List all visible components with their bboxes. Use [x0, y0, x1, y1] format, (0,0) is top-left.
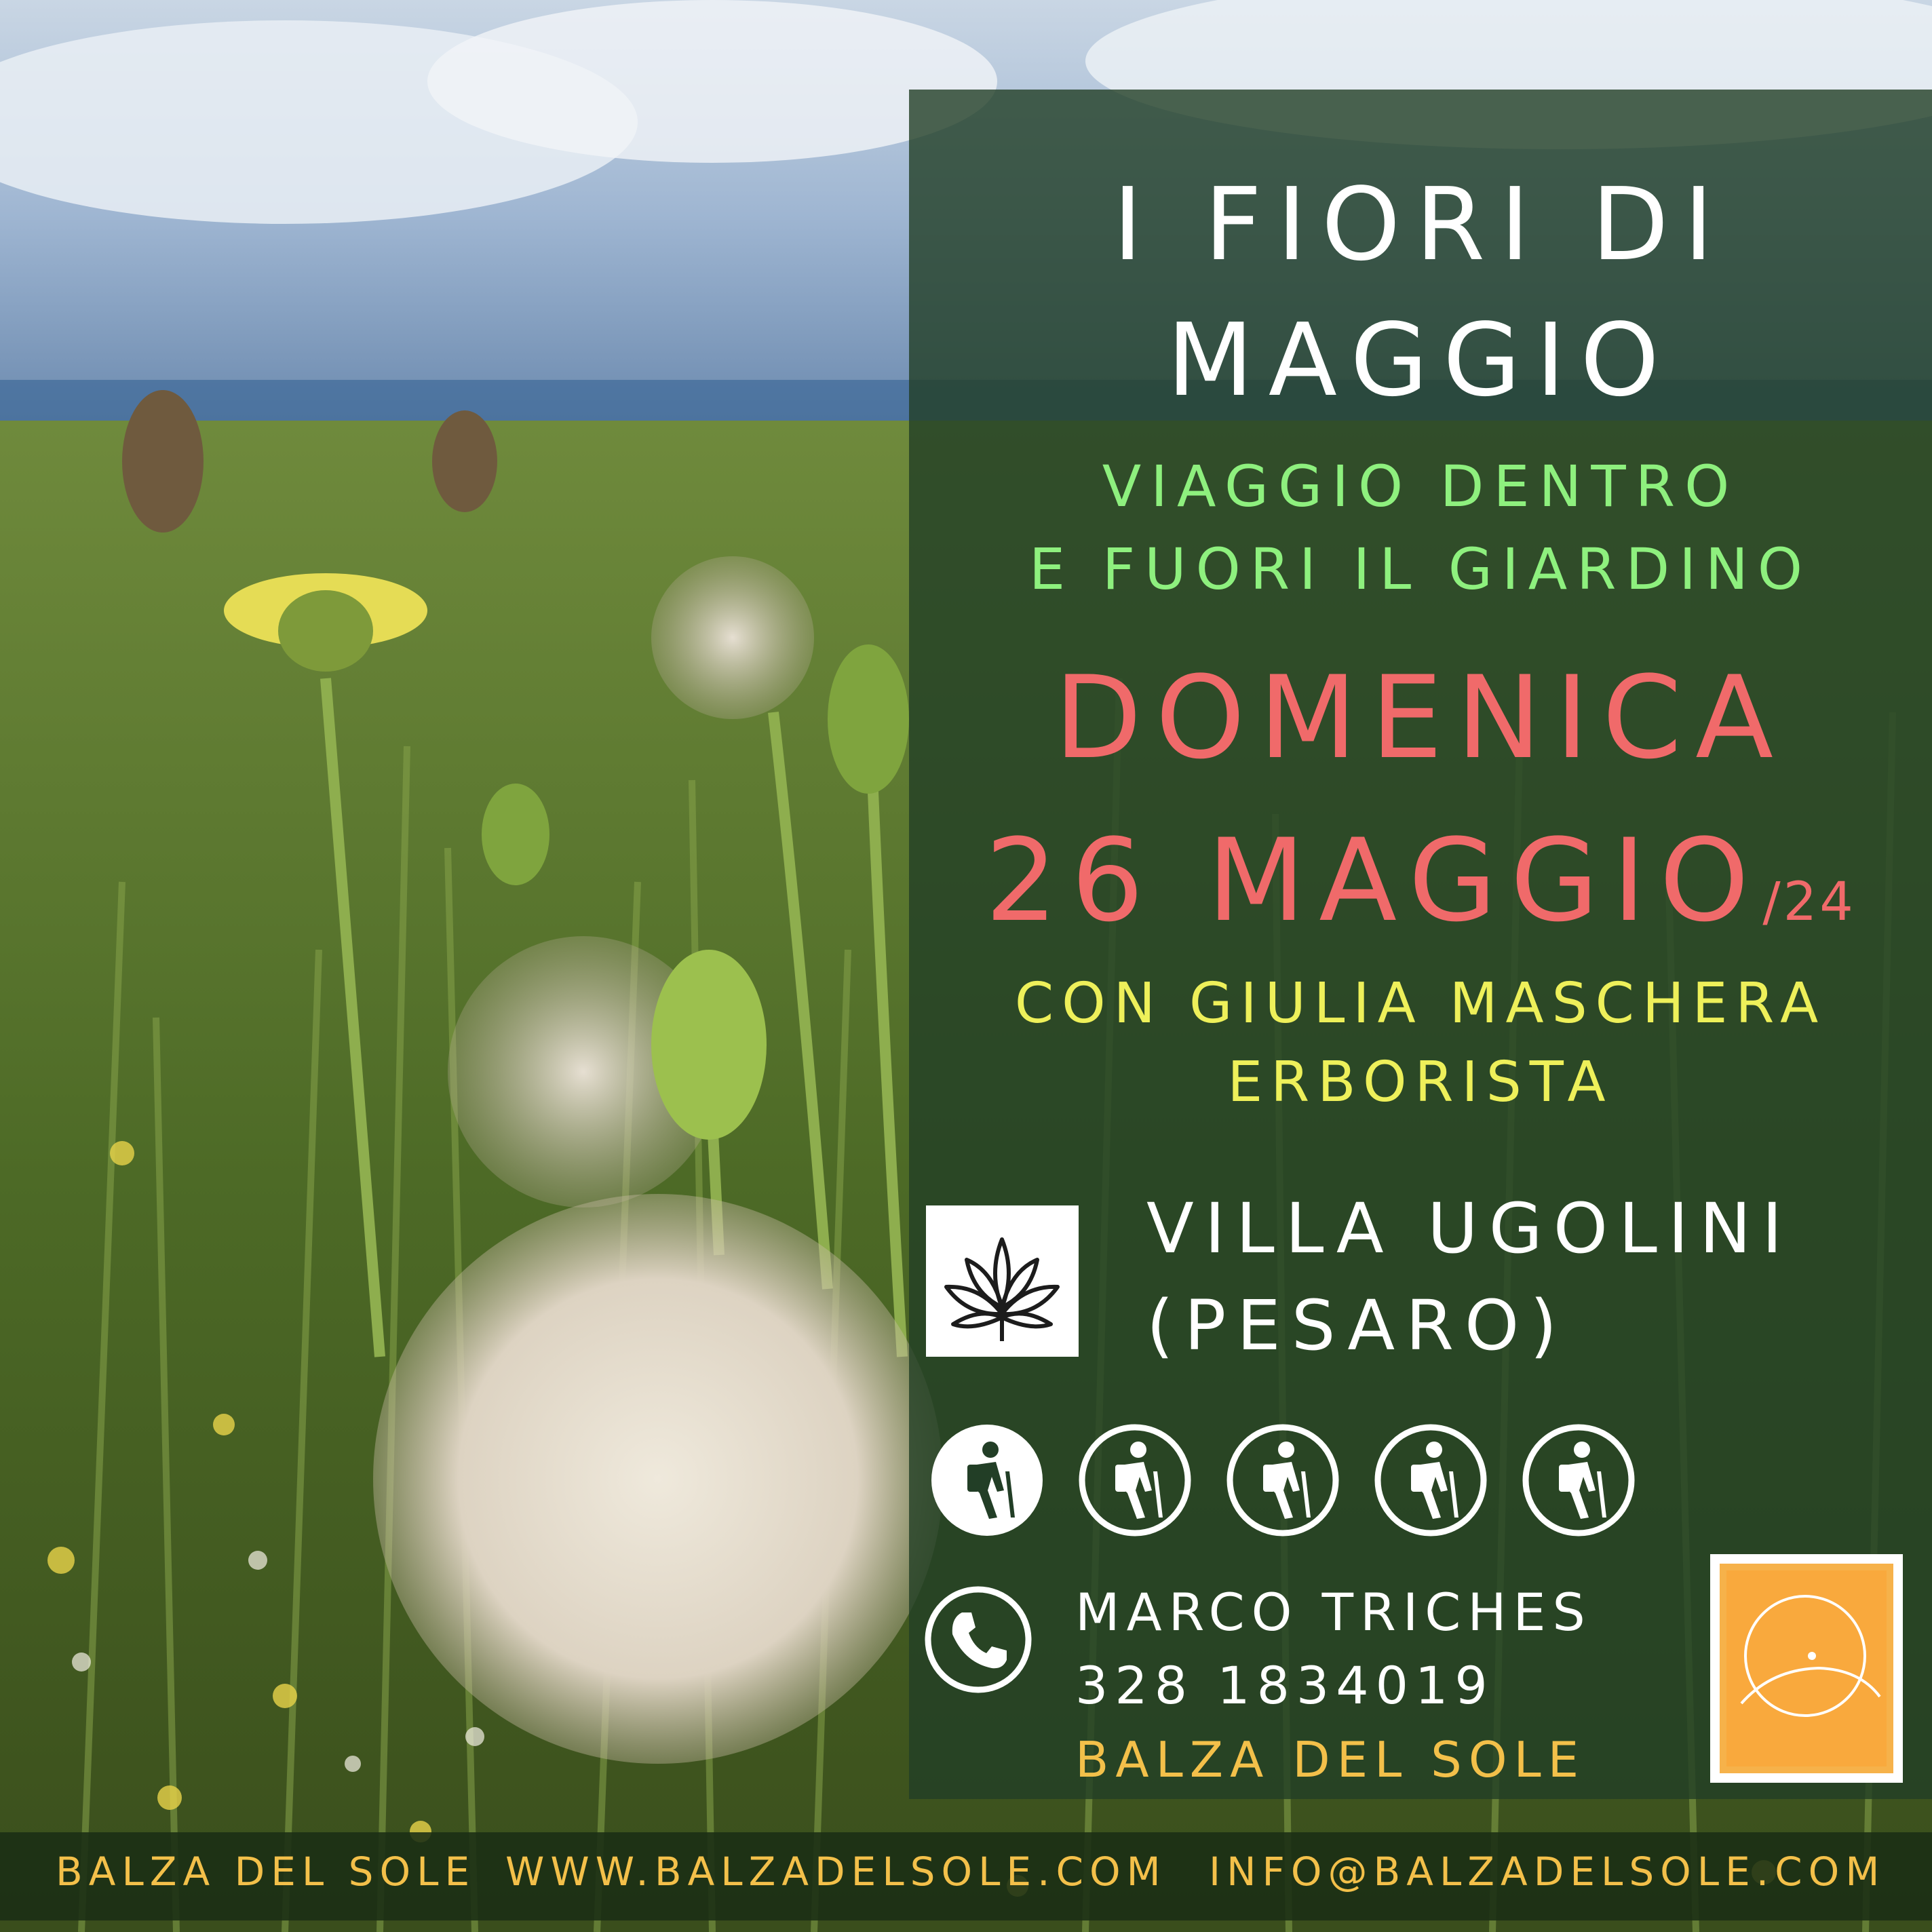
event-subtitle-line1: VIAGGIO DENTRO — [1102, 453, 1739, 520]
event-day: DOMENICA — [1054, 651, 1788, 784]
balza-del-sole-logo — [1710, 1554, 1903, 1783]
hiker-icon — [929, 1423, 1045, 1538]
contact-organization: BALZA DEL SOLE — [1075, 1731, 1586, 1788]
contact-name: MARCO TRICHES — [1075, 1582, 1592, 1642]
event-title-line1: I FIORI DI — [1113, 166, 1728, 283]
guide-role: ERBORISTA — [1227, 1050, 1614, 1115]
event-year: /24 — [1762, 872, 1856, 933]
hiker-icon — [1225, 1423, 1340, 1538]
location-name: VILLA UGOLINI — [1146, 1189, 1794, 1269]
footer-brand: BALZA DEL SOLE — [56, 1849, 476, 1895]
event-subtitle-line2: E FUORI IL GIARDINO — [1029, 536, 1812, 602]
phone-icon[interactable] — [924, 1585, 1032, 1694]
hiker-icon — [1077, 1423, 1193, 1538]
footer-email-link[interactable]: INFO@BALZADELSOLE.COM — [1209, 1849, 1886, 1895]
guide-name: CON GIULIA MASCHERA — [1014, 971, 1827, 1036]
location-city: (PESARO) — [1146, 1286, 1568, 1366]
event-title-line2: MAGGIO — [1167, 302, 1674, 419]
contact-phone[interactable]: 328 1834019 — [1075, 1655, 1494, 1716]
hiker-icon — [1521, 1423, 1636, 1538]
leaf-icon — [926, 1205, 1079, 1357]
footer-website-link[interactable]: WWW.BALZADELSOLE.COM — [505, 1849, 1167, 1895]
hiker-icon — [1373, 1423, 1488, 1538]
event-date-text: 26 MAGGIO — [985, 814, 1763, 947]
event-date — [909, 814, 1932, 947]
